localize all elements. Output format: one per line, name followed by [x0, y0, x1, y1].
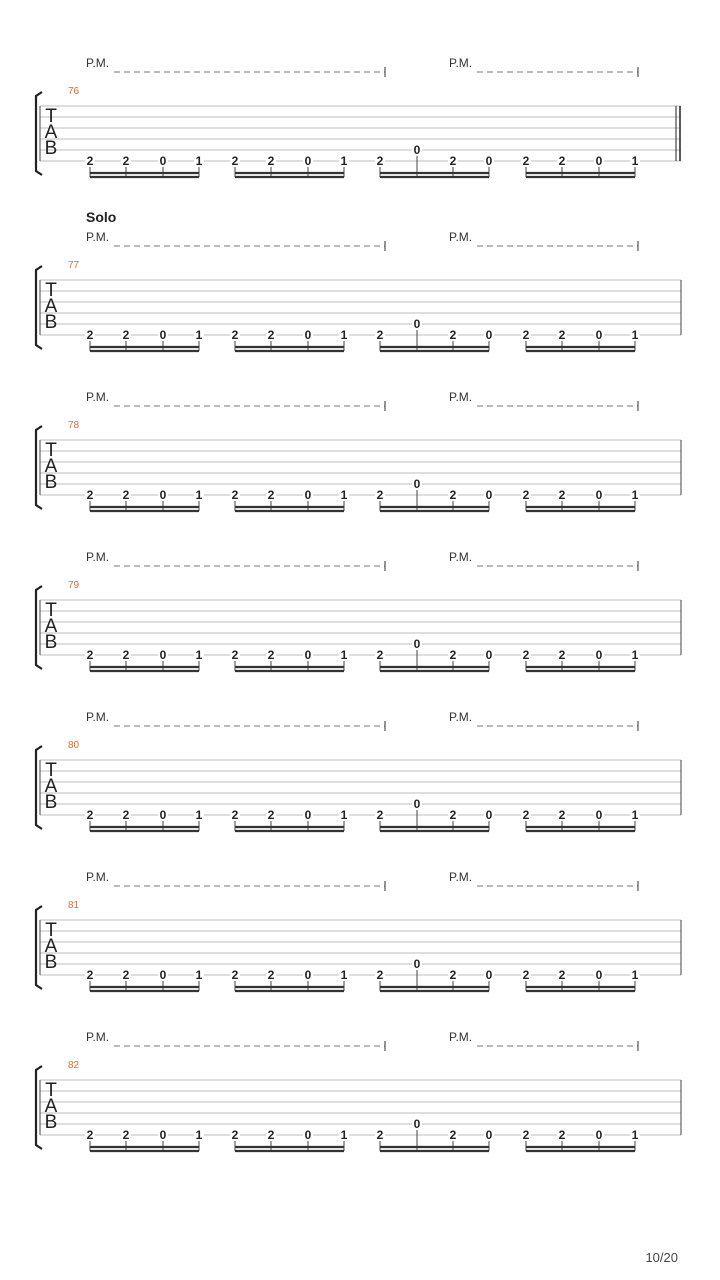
fret-number: 1: [340, 648, 348, 662]
palm-mute-label: P.M.: [449, 1030, 473, 1044]
fret-number: 0: [485, 808, 493, 822]
tab-clef-letter: A: [44, 296, 58, 317]
fret-number: 2: [231, 154, 239, 168]
fret-number: 0: [304, 154, 312, 168]
system-bracket: [36, 266, 42, 349]
palm-mute-label: P.M.: [86, 550, 110, 564]
tab-clef-letter: A: [44, 1096, 58, 1117]
fret-number: 0: [595, 154, 603, 168]
fret-number: 1: [195, 968, 203, 982]
fret-number: 2: [376, 1128, 384, 1142]
fret-number: 2: [449, 808, 457, 822]
fret-number: 2: [231, 808, 239, 822]
palm-mute-label: P.M.: [86, 870, 110, 884]
fret-number: 2: [522, 488, 530, 502]
fret-number: 0: [413, 797, 421, 811]
tab-clef-letter: A: [44, 936, 58, 957]
fret-number: 2: [122, 968, 130, 982]
fret-number: 0: [413, 317, 421, 331]
measure-number: 82: [68, 1060, 80, 1071]
palm-mute-label: P.M.: [86, 710, 110, 724]
fret-number: 1: [631, 328, 639, 342]
fret-number: 2: [449, 154, 457, 168]
fret-number: 0: [413, 637, 421, 651]
fret-number: 2: [86, 808, 94, 822]
system-bracket: [36, 426, 42, 509]
fret-number: 0: [413, 143, 421, 157]
tab-clef-letter: T: [45, 920, 57, 941]
fret-number: 2: [231, 488, 239, 502]
palm-mute-label: P.M.: [86, 1030, 110, 1044]
fret-number: 0: [159, 968, 167, 982]
tab-clef-letter: A: [44, 122, 58, 143]
fret-number: 0: [485, 488, 493, 502]
tab-clef-letter: T: [45, 106, 57, 127]
fret-number: 0: [304, 808, 312, 822]
fret-number: 0: [304, 648, 312, 662]
measure-number: 81: [68, 900, 80, 911]
fret-number: 1: [340, 1128, 348, 1142]
fret-number: 1: [631, 648, 639, 662]
fret-number: 2: [267, 154, 275, 168]
tab-clef-letter: A: [44, 616, 58, 637]
fret-number: 2: [449, 1128, 457, 1142]
fret-number: 2: [376, 968, 384, 982]
fret-number: 2: [449, 328, 457, 342]
fret-number: 1: [631, 488, 639, 502]
fret-number: 0: [159, 328, 167, 342]
fret-number: 2: [376, 328, 384, 342]
fret-number: 0: [304, 488, 312, 502]
fret-number: 2: [558, 154, 566, 168]
system-bracket: [36, 92, 42, 175]
fret-number: 1: [195, 808, 203, 822]
fret-number: 2: [86, 328, 94, 342]
fret-number: 2: [231, 648, 239, 662]
fret-number: 2: [231, 968, 239, 982]
tab-clef-letter: B: [44, 632, 58, 653]
tab-clef-letter: B: [44, 1112, 58, 1133]
tab-clef-letter: T: [45, 1080, 57, 1101]
fret-number: 0: [413, 477, 421, 491]
fret-number: 0: [485, 1128, 493, 1142]
fret-number: 1: [340, 808, 348, 822]
fret-number: 1: [631, 808, 639, 822]
fret-number: 2: [267, 488, 275, 502]
fret-number: 0: [304, 1128, 312, 1142]
fret-number: 2: [449, 968, 457, 982]
fret-number: 1: [340, 968, 348, 982]
fret-number: 2: [267, 968, 275, 982]
palm-mute-label: P.M.: [449, 710, 473, 724]
measure-number: 78: [68, 420, 80, 431]
fret-number: 2: [558, 808, 566, 822]
fret-number: 2: [522, 328, 530, 342]
fret-number: 0: [595, 648, 603, 662]
fret-number: 0: [595, 968, 603, 982]
section-label: Solo: [86, 209, 117, 225]
fret-number: 1: [195, 154, 203, 168]
fret-number: 2: [449, 648, 457, 662]
fret-number: 0: [159, 648, 167, 662]
fret-number: 2: [122, 648, 130, 662]
measure-number: 76: [68, 86, 80, 97]
palm-mute-label: P.M.: [449, 56, 473, 70]
tab-clef-letter: T: [45, 600, 57, 621]
fret-number: 1: [340, 154, 348, 168]
fret-number: 1: [631, 1128, 639, 1142]
system-bracket: [36, 1066, 42, 1149]
system-bracket: [36, 746, 42, 829]
palm-mute-label: P.M.: [449, 230, 473, 244]
fret-number: 0: [413, 1117, 421, 1131]
fret-number: 0: [485, 154, 493, 168]
fret-number: 2: [558, 328, 566, 342]
fret-number: 2: [267, 328, 275, 342]
fret-number: 1: [195, 488, 203, 502]
fret-number: 2: [522, 968, 530, 982]
tab-clef-letter: A: [44, 776, 58, 797]
fret-number: 0: [304, 968, 312, 982]
tab-clef-letter: T: [45, 760, 57, 781]
fret-number: 2: [558, 968, 566, 982]
fret-number: 2: [522, 154, 530, 168]
palm-mute-label: P.M.: [449, 870, 473, 884]
fret-number: 1: [195, 648, 203, 662]
fret-number: 0: [485, 968, 493, 982]
fret-number: 0: [595, 1128, 603, 1142]
fret-number: 2: [267, 808, 275, 822]
fret-number: 2: [86, 154, 94, 168]
fret-number: 2: [376, 648, 384, 662]
tab-clef-letter: B: [44, 312, 58, 333]
measure-number: 80: [68, 740, 80, 751]
fret-number: 0: [159, 808, 167, 822]
fret-number: 1: [195, 1128, 203, 1142]
tab-clef-letter: B: [44, 472, 58, 493]
fret-number: 0: [485, 648, 493, 662]
fret-number: 2: [522, 648, 530, 662]
palm-mute-label: P.M.: [86, 390, 110, 404]
measure-number: 77: [68, 260, 80, 271]
fret-number: 0: [159, 154, 167, 168]
palm-mute-label: P.M.: [449, 550, 473, 564]
fret-number: 2: [231, 328, 239, 342]
fret-number: 2: [122, 328, 130, 342]
fret-number: 2: [522, 808, 530, 822]
fret-number: 1: [340, 328, 348, 342]
tab-clef-letter: T: [45, 440, 57, 461]
fret-number: 2: [122, 1128, 130, 1142]
fret-number: 2: [558, 488, 566, 502]
palm-mute-label: P.M.: [449, 390, 473, 404]
fret-number: 2: [86, 968, 94, 982]
fret-number: 0: [485, 328, 493, 342]
fret-number: 0: [159, 1128, 167, 1142]
fret-number: 2: [376, 154, 384, 168]
page-number: 10/20: [645, 1250, 678, 1265]
fret-number: 2: [376, 488, 384, 502]
fret-number: 1: [631, 968, 639, 982]
fret-number: 2: [558, 1128, 566, 1142]
system-bracket: [36, 586, 42, 669]
fret-number: 2: [86, 488, 94, 502]
fret-number: 0: [159, 488, 167, 502]
tab-clef-letter: B: [44, 138, 58, 159]
fret-number: 2: [122, 488, 130, 502]
fret-number: 0: [595, 488, 603, 502]
tab-clef-letter: B: [44, 952, 58, 973]
fret-number: 2: [376, 808, 384, 822]
fret-number: 2: [86, 1128, 94, 1142]
fret-number: 1: [195, 328, 203, 342]
palm-mute-label: P.M.: [86, 56, 110, 70]
fret-number: 2: [267, 1128, 275, 1142]
fret-number: 0: [595, 808, 603, 822]
fret-number: 2: [267, 648, 275, 662]
fret-number: 2: [122, 808, 130, 822]
fret-number: 2: [558, 648, 566, 662]
fret-number: 1: [631, 154, 639, 168]
fret-number: 0: [413, 957, 421, 971]
fret-number: 2: [122, 154, 130, 168]
fret-number: 2: [449, 488, 457, 502]
fret-number: 2: [86, 648, 94, 662]
tab-clef-letter: B: [44, 792, 58, 813]
fret-number: 2: [231, 1128, 239, 1142]
tab-clef-letter: A: [44, 456, 58, 477]
fret-number: 2: [522, 1128, 530, 1142]
fret-number: 1: [340, 488, 348, 502]
measure-number: 79: [68, 580, 80, 591]
tab-clef-letter: T: [45, 280, 57, 301]
fret-number: 0: [304, 328, 312, 342]
palm-mute-label: P.M.: [86, 230, 110, 244]
fret-number: 0: [595, 328, 603, 342]
system-bracket: [36, 906, 42, 989]
